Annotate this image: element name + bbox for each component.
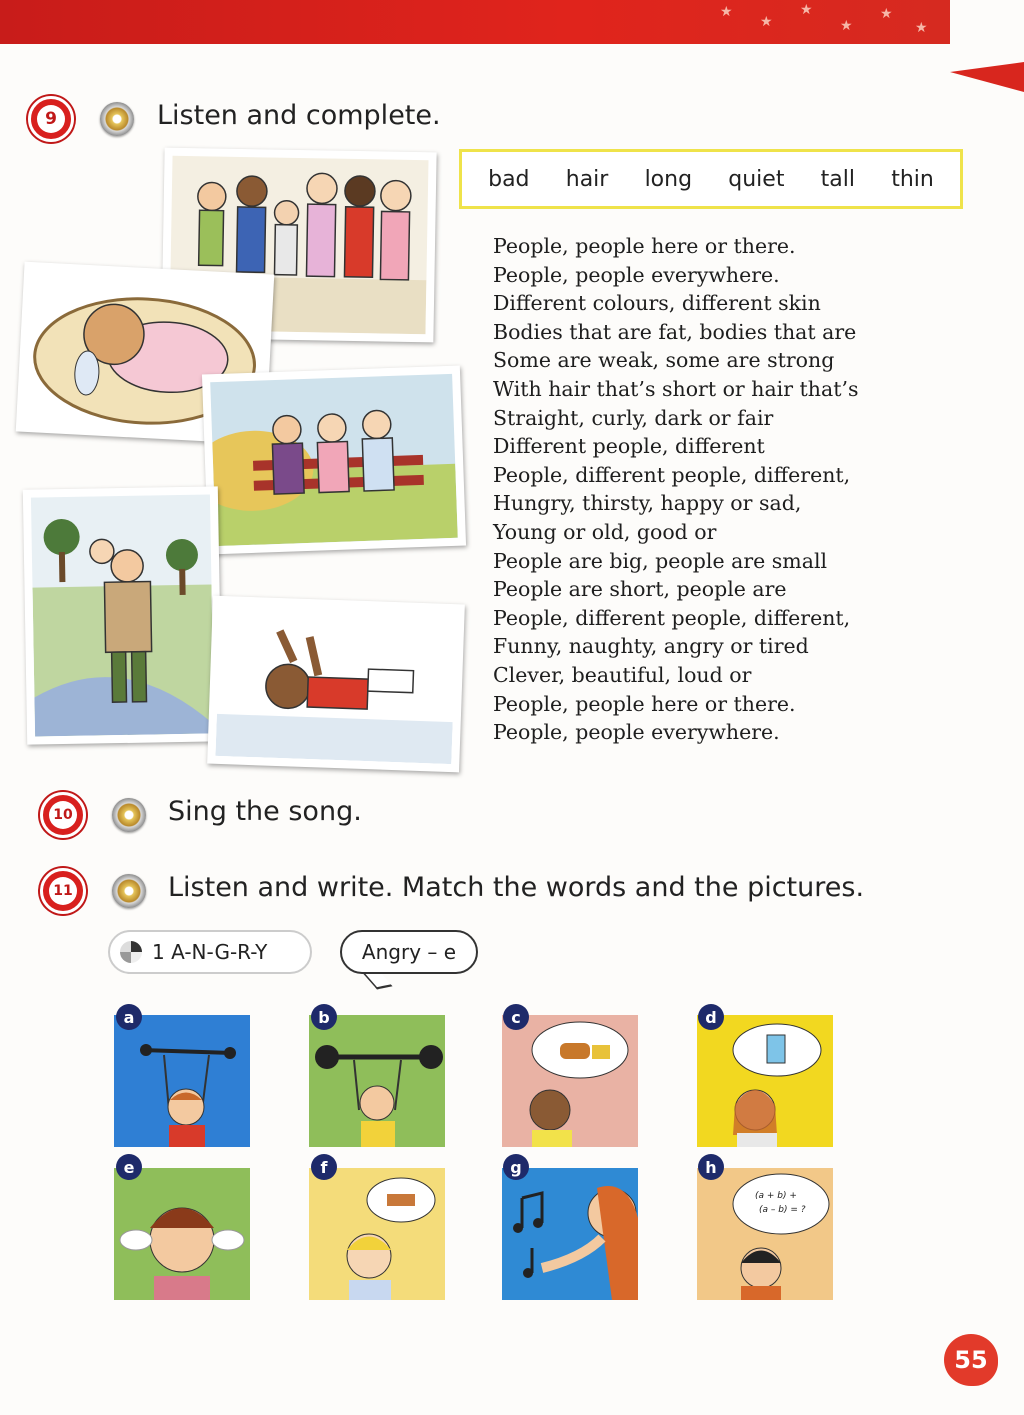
exercise-number: 11 (49, 877, 77, 905)
picture-b-strong (309, 1015, 445, 1147)
math-line-2: (a – b) = ? (759, 1205, 806, 1215)
word: long (644, 166, 693, 192)
exercise-11-heading: Listen and write. Match the words and the pictures. (168, 872, 865, 903)
lyric-line: People are big, people are small (493, 548, 828, 573)
exercise-number: 10 (49, 801, 77, 829)
picture-e-angry (114, 1168, 250, 1300)
photo-old-people-on-bench (202, 366, 466, 555)
star-icon: ★ (760, 14, 773, 30)
star-icon: ★ (915, 20, 928, 36)
example-spelling: 1 A-N-G-R-Y (152, 940, 268, 964)
lyric-line: Bodies that are fat, bodies that are (493, 319, 857, 344)
exercise-10-heading: Sing the song. (168, 796, 362, 827)
math-line-1: (a + b) + (755, 1191, 797, 1201)
lyric-line: Straight, curly, dark or fair (493, 405, 774, 430)
lyric-line: People are short, people are (493, 577, 787, 602)
cd-icon[interactable] (100, 102, 134, 136)
picture-a-weak (114, 1015, 250, 1147)
exercise-11-badge (40, 868, 86, 914)
picture-label-a: a (116, 1004, 142, 1030)
lyric-line: Young or old, good or (493, 519, 717, 544)
picture-label-h: h (698, 1154, 724, 1180)
picture-g-loud (502, 1168, 638, 1300)
picture-label-f: f (311, 1154, 337, 1180)
picture-h-clever (697, 1168, 833, 1300)
picture-d-thirsty (697, 1015, 833, 1147)
word: thin (891, 166, 934, 192)
corner-tab (950, 62, 1024, 92)
lyric-line: Hungry, thirsty, happy or sad, (493, 491, 802, 516)
example-spelling-pill (108, 930, 312, 974)
picture-label-c: c (503, 1004, 529, 1030)
cd-icon (120, 941, 142, 963)
exercise-10-badge (40, 792, 86, 838)
word: quiet (728, 166, 785, 192)
picture-c-hungry (502, 1015, 638, 1147)
lyric-line: Funny, naughty, angry or tired (493, 634, 809, 659)
cd-icon[interactable] (112, 798, 146, 832)
lyric-line: People, people here or there. (493, 234, 796, 258)
lyric-line: People, people everywhere. (493, 720, 780, 745)
exercise-9-badge (28, 96, 74, 142)
picture-label-e: e (116, 1154, 142, 1180)
example-answer-bubble (340, 930, 478, 974)
word: tall (820, 166, 856, 192)
picture-f-tired (309, 1168, 445, 1300)
lyric-line: People, people here or there. (493, 691, 796, 716)
star-icon: ★ (840, 18, 853, 34)
picture-label-b: b (311, 1004, 337, 1030)
lyric-line: Different people, different (493, 434, 765, 459)
exercise-9-heading: Listen and complete. (157, 100, 441, 131)
lyric-line: With hair that’s short or hair that’s (493, 376, 859, 401)
example-answer: Angry – e (361, 940, 457, 964)
exercise-number: 9 (37, 105, 65, 133)
word: bad (488, 166, 530, 192)
lyric-line: Some are weak, some are strong (493, 348, 835, 373)
star-icon: ★ (800, 2, 813, 18)
lyric-line: People, different people, different, (493, 605, 851, 630)
lyric-line: Different colours, different skin (493, 291, 821, 316)
photo-father-and-child (23, 486, 222, 744)
picture-label-d: d (698, 1004, 724, 1030)
lyric-line: People, different people, different, (493, 462, 851, 487)
song-lyrics (493, 232, 859, 747)
picture-label-g: g (503, 1154, 529, 1180)
top-banner (0, 0, 950, 44)
lyric-line: People, people everywhere. (493, 262, 780, 287)
word-box (459, 149, 963, 209)
page-number: 55 (944, 1334, 998, 1386)
cd-icon[interactable] (112, 874, 146, 908)
word: hair (565, 166, 609, 192)
lyric-line: Clever, beautiful, loud or (493, 662, 752, 687)
photo-boy-laughing (207, 596, 465, 773)
star-icon: ★ (720, 4, 733, 20)
star-icon: ★ (880, 6, 893, 22)
